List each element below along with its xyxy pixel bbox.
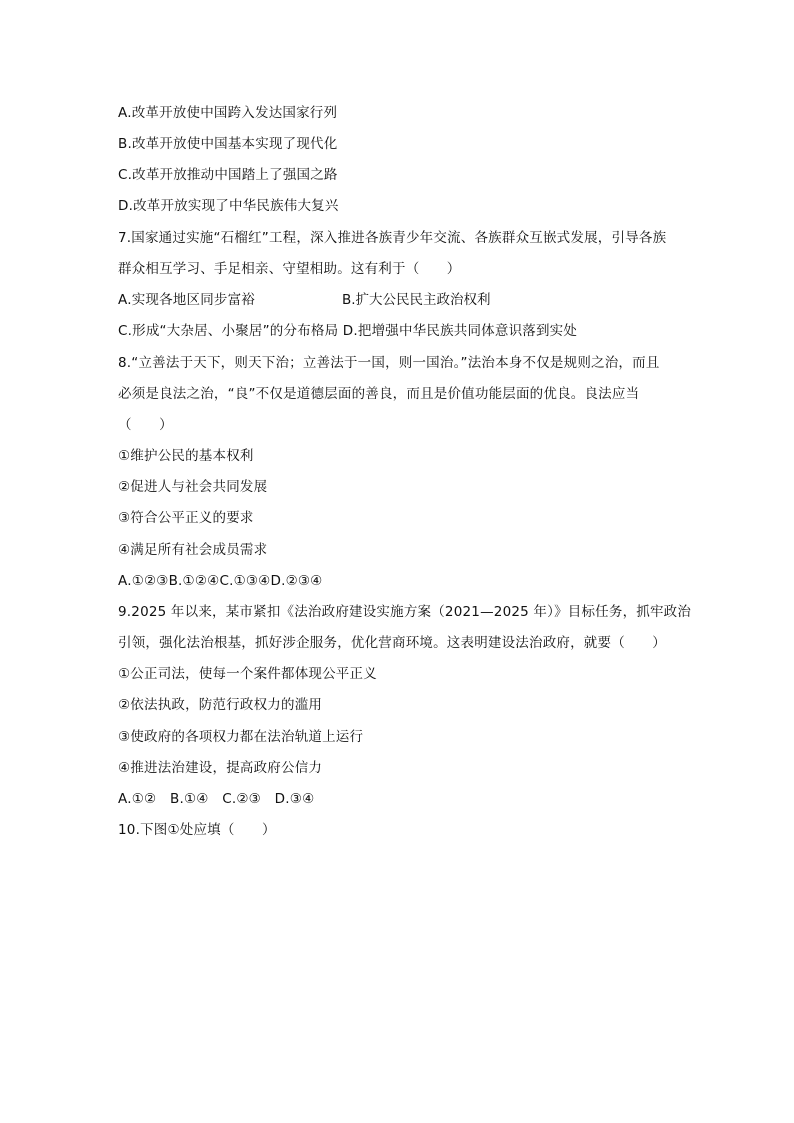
- q10-stem: 10.下图①处应填（ ）: [118, 822, 276, 838]
- q8-item-1: ①维护公民的基本权利: [118, 448, 254, 464]
- q8-stem-line1: 8.“立善法于天下，则天下治；立善法于一国，则一国治。”法治本身不仅是规则之治，而且: [118, 355, 660, 371]
- q6-option-a: A.改革开放使中国跨入发达国家行列: [118, 105, 338, 121]
- q9-item-3: ③使政府的各项权力都在法治轨道上运行: [118, 729, 364, 745]
- q8-options: A.①②③B.①②④C.①③④D.②③④: [118, 573, 323, 589]
- q9-stem-line2: 引领，强化法治根基，抓好涉企服务，优化营商环境。这表明建设法治政府，就要（ ）: [118, 635, 666, 651]
- q9-item-2: ②依法执政，防范行政权力的滥用: [118, 697, 323, 713]
- q9-options: A.①② B.①④ C.②③ D.③④: [118, 791, 315, 807]
- q9-item-1: ①公正司法，使每一个案件都体现公平正义: [118, 666, 377, 682]
- q7-stem-line1: 7.国家通过实施“石榴红”工程，深入推进各族青少年交流、各族群众互嵌式发展，引导各族: [118, 230, 667, 246]
- q6-option-d: D.改革开放实现了中华民族伟大复兴: [118, 198, 339, 214]
- q8-stem-line3: （ ）: [118, 417, 173, 433]
- q7-stem-line2: 群众相互学习、手足相亲、守望相助。这有利于（ ）: [118, 261, 461, 277]
- q7-option-b: B.扩大公民民主政治权利: [342, 292, 491, 308]
- q6-option-b: B.改革开放使中国基本实现了现代化: [118, 136, 338, 152]
- q8-item-2: ②促进人与社会共同发展: [118, 479, 268, 495]
- q8-stem-line2: 必须是良法之治，“良”不仅是道德层面的善良，而且是价值功能层面的优良。良法应当: [118, 386, 640, 402]
- q9-item-4: ④推进法治建设，提高政府公信力: [118, 760, 323, 776]
- q7-option-cd: C.形成“大杂居、小聚居”的分布格局 D.把增强中华民族共同体意识落到实处: [118, 323, 578, 339]
- q6-option-c: C.改革开放推动中国踏上了强国之路: [118, 167, 338, 183]
- q7-option-a: A.实现各地区同步富裕: [118, 292, 255, 308]
- q9-stem-line1: 9.2025 年以来，某市紧扣《法治政府建设实施方案（2021—2025 年）》目标任务，抓牢政治: [118, 604, 692, 620]
- q8-item-3: ③符合公平正义的要求: [118, 510, 254, 526]
- q8-item-4: ④满足所有社会成员需求: [118, 542, 268, 558]
